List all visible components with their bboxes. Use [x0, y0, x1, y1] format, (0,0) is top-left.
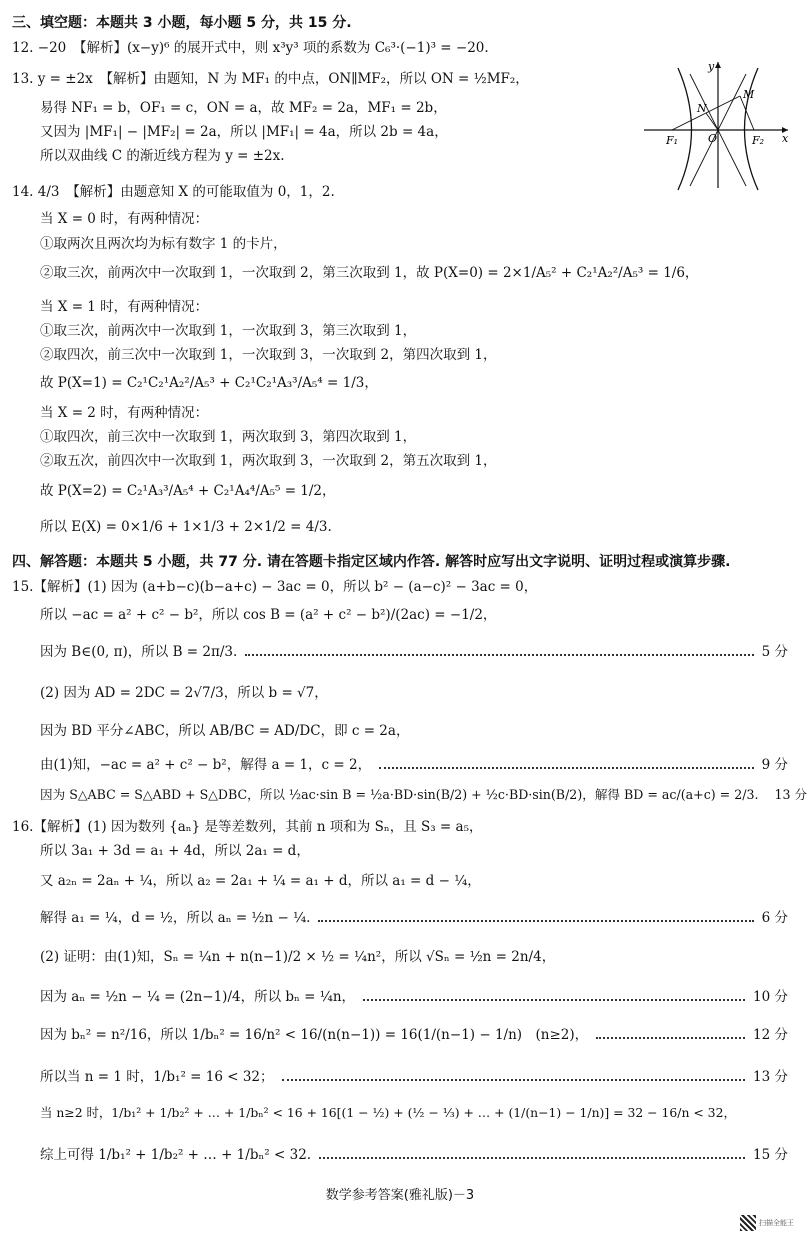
q15-score-row-2: [40, 756, 788, 774]
q16-score-row-5: [40, 1146, 788, 1164]
q16-line-9: 当 n≥2 时，1/b₁² + 1/b₂² + … + 1/bₙ² < 16 + 16[(1 − ½) + (½ − ⅓) + … + (1/(n−1) − 1/n)] = 32 − 16/n < 32，: [40, 1105, 736, 1120]
q16-line-4: 解得 a₁ = ¼，d = ½，所以 aₙ = ½n − ¼.: [40, 910, 311, 926]
q15-score-13: 13 分: [774, 787, 807, 802]
q14-line-8: 故 P(X=1) = C₂¹C₂¹A₂²/A₅³ + C₂¹C₂¹A₃³/A₅⁴ = 1/3，: [40, 375, 378, 391]
q16-line-7: 因为 bₙ² = n²/16，所以 1/bₙ² = 16/n² < 16/(n(n−1)) = 16(1/(n−1) − 1/n) (n≥2)，: [40, 1027, 589, 1043]
q15-line-2: 所以 −ac = a² + c² − b²，所以 cos B = (a² + c² − b²)/(2ac) = −1/2，: [40, 607, 497, 623]
q12-answer: 12. −20 【解析】(x−y)⁶ 的展开式中，则 x³y³ 项的系数为 C₆³·(−1)³ = −20.: [12, 40, 489, 56]
dotted-leader: [282, 1079, 746, 1081]
q16-score-row-4: [40, 1068, 788, 1086]
q15-line-4: (2) 因为 AD = 2DC = 2√7/3，所以 b = √7，: [40, 685, 328, 701]
segment-o-n: [706, 113, 718, 130]
q16-line-5: (2) 证明：由(1)知，Sₙ = ¼n + n(n−1)/2 × ½ = ¼n²，所以 √Sₙ = ½n = 2n/4，: [40, 949, 556, 965]
q15-line-7: 因为 S△ABC = S△ABD + S△DBC，所以 ½ac·sin B = ½a·BD·sin(B/2) + ½c·BD·sin(B/2)，解得 BD = ac/(a+c) = 2/3.: [40, 787, 759, 802]
q15-line-1: 15.【解析】(1) 因为 (a+b−c)(b−a+c) − 3ac = 0，所以 b² − (a−c)² − 3ac = 0，: [12, 579, 538, 595]
q14-line-3: ①取两次且两次均为标有数字 1 的卡片，: [40, 236, 287, 252]
section-3-heading: 三、填空题：本题共 3 小题，每小题 5 分，共 15 分.: [12, 15, 352, 31]
q14-line-10: ①取四次，前三次中一次取到 1，两次取到 3，第四次取到 1，: [40, 429, 417, 445]
q14-line-5: 当 X = 1 时，有两种情况：: [40, 299, 209, 315]
q16-score-row-1: [40, 909, 788, 927]
q13-line-3: 又因为 |MF₁| − |MF₂| = 2a，所以 |MF₁| = 4a，所以 2b = 4a，: [40, 124, 448, 140]
q16-line-1: 16.【解析】(1) 因为数列 {aₙ} 是等差数列，其前 n 项和为 Sₙ，且 S₃ = a₅，: [12, 819, 483, 835]
q13-line-1: 13. y = ±2x 【解析】由题知，N 为 MF₁ 的中点，ON∥MF₂，所以 ON = ½MF₂，: [12, 71, 529, 87]
q16-line-10: 综上可得 1/b₁² + 1/b₂² + … + 1/bₙ² < 32.: [40, 1147, 312, 1163]
dotted-leader: [596, 1037, 745, 1039]
q14-line-13: 所以 E(X) = 0×1/6 + 1×1/3 + 2×1/2 = 4/3.: [40, 519, 332, 535]
label-f2: F₂: [752, 134, 765, 147]
q15-score-9: 9 分: [761, 757, 788, 773]
label-n: N: [697, 102, 707, 115]
label-x: x: [782, 132, 789, 145]
q16-line-2: 所以 3a₁ + 3d = a₁ + 4d，所以 2a₁ = d，: [40, 843, 310, 859]
q15-score-row-3: [40, 786, 807, 804]
y-axis-arrow: [715, 62, 721, 68]
dotted-leader: [318, 920, 753, 922]
dotted-leader: [319, 1157, 745, 1159]
hyperbola-figure: [642, 58, 792, 193]
q15-line-3: 因为 B∈(0, π)，所以 B = 2π/3.: [40, 644, 238, 660]
label-y: y: [708, 60, 715, 73]
q14-line-7: ②取四次，前三次中一次取到 1，一次取到 3，一次取到 2，第四次取到 1，: [40, 347, 497, 363]
q14-line-12: 故 P(X=2) = C₂¹A₃³/A₅⁴ + C₂¹A₄⁴/A₅⁵ = 1/2，: [40, 483, 336, 499]
label-m: M: [743, 88, 755, 101]
qr-code-icon: [740, 1215, 756, 1231]
q16-score-15: 15 分: [753, 1147, 788, 1163]
label-o: O: [708, 132, 718, 145]
q16-score-row-3: [40, 1026, 788, 1044]
q16-score-6: 6 分: [761, 910, 788, 926]
dotted-leader: [245, 654, 753, 656]
right-branch: [745, 68, 759, 190]
left-branch: [678, 68, 692, 190]
q16-score-12: 12 分: [753, 1027, 788, 1043]
q14-line-6: ①取三次，前两次中一次取到 1，一次取到 3，第三次取到 1，: [40, 323, 417, 339]
q16-line-3: 又 a₂ₙ = 2aₙ + ¼，所以 a₂ = 2a₁ + ¼ = a₁ + d，所以 a₁ = d − ¼，: [40, 873, 481, 889]
q13-line-4: 所以双曲线 C 的渐近线方程为 y = ±2x.: [40, 148, 285, 164]
q15-score-5: 5 分: [761, 644, 788, 660]
q14-line-2: 当 X = 0 时，有两种情况：: [40, 211, 209, 227]
q14-line-9: 当 X = 2 时，有两种情况：: [40, 405, 209, 421]
q16-score-10: 10 分: [753, 989, 788, 1005]
q15-line-5: 因为 BD 平分∠ABC，所以 AB/BC = AD/DC，即 c = 2a，: [40, 723, 410, 739]
label-f1: F₁: [666, 134, 679, 147]
dotted-leader: [363, 999, 745, 1001]
q15-line-6: 由(1)知，−ac = a² + c² − b²，解得 a = 1，c = 2，: [40, 757, 372, 773]
page-footer: 数学参考答案(雅礼版)－3: [325, 1188, 475, 1203]
q14-line-11: ②取五次，前四次中一次取到 1，两次取到 3，一次取到 2，第五次取到 1，: [40, 453, 497, 469]
q15-score-row-1: [40, 643, 788, 661]
q16-line-6: 因为 aₙ = ½n − ¼ = (2n−1)/4，所以 bₙ = ¼n，: [40, 989, 356, 1005]
q16-score-row-2: [40, 988, 788, 1006]
q14-line-1: 14. 4/3 【解析】由题意知 X 的可能取值为 0，1，2.: [12, 184, 335, 200]
q13-line-2: 易得 NF₁ = b，OF₁ = c，ON = a，故 MF₂ = 2a，MF₁ = 2b，: [40, 100, 447, 116]
dotted-leader: [379, 767, 754, 769]
q16-line-8: 所以当 n = 1 时，1/b₁² = 16 < 32；: [40, 1069, 274, 1085]
section-4-heading: 四、解答题：本题共 5 小题，共 77 分. 请在答题卡指定区域内作答. 解答时应写出文字说明、证明过程或演算步骤.: [12, 554, 731, 570]
scanner-watermark: 扫描全能王: [759, 1219, 794, 1227]
q14-line-4: ②取三次，前两次中一次取到 1，一次取到 2，第三次取到 1，故 P(X=0) = 2×1/A₅² + C₂¹A₂²/A₅³ = 1/6，: [40, 265, 699, 281]
q16-score-13: 13 分: [753, 1069, 788, 1085]
